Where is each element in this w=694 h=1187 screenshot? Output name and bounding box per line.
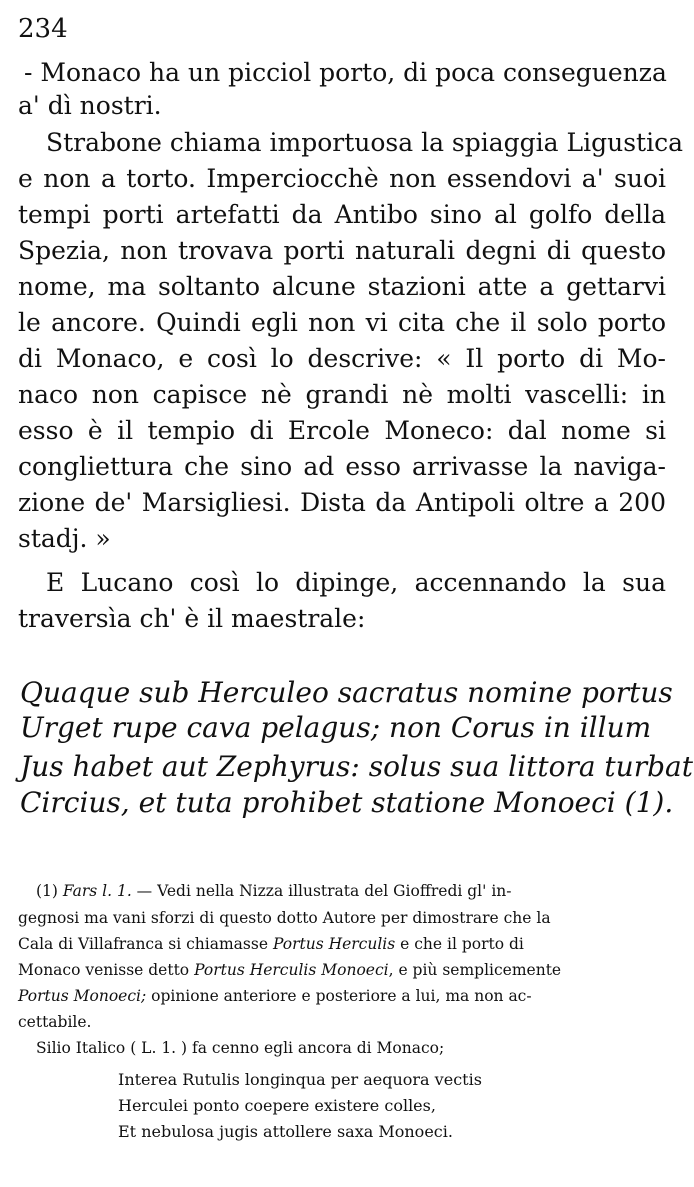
- body-line: tempi porti artefatti da Antibo sino al golfo della: [18, 200, 666, 229]
- footnote-line: (1) Fars l. 1. — Vedi nella Nizza illustrata del Gioffredi gl' in-: [36, 882, 512, 900]
- footnote-line: Portus Monoeci; opinione anteriore e posteriore a lui, ma non ac-: [18, 987, 532, 1005]
- footnote-line: Cala di Villafranca si chiamasse Portus Herculis e che il porto di: [18, 935, 524, 953]
- body-line: traversìa ch' è il maestrale:: [18, 604, 366, 633]
- footnote-verse: Et nebulosa jugis attollere saxa Monoeci.: [118, 1122, 453, 1141]
- footnote-line: cettabile.: [18, 1013, 92, 1031]
- body-line: esso è il tempio di Ercole Moneco: dal nome si: [18, 416, 666, 445]
- body-line: di Monaco, e così lo descrive: « Il porto di Mo-: [18, 344, 666, 373]
- body-line: - Monaco ha un picciol porto, di poca conseguenza: [24, 58, 667, 87]
- footnote-line: gegnosi ma vani sforzi di questo dotto Autore per dimostrare che la: [18, 909, 551, 927]
- footnote-line: Silio Italico ( L. 1. ) fa cenno egli ancora di Monaco;: [36, 1039, 445, 1057]
- footnote-marker: (1): [36, 882, 58, 900]
- verse-line: Circius, et tuta prohibet statione Monoeci (1).: [20, 786, 674, 819]
- body-line: zione de' Marsigliesi. Dista da Antipoli oltre a 200: [18, 488, 666, 517]
- footnote-verse: Interea Rutulis longinqua per aequora vectis: [118, 1070, 482, 1089]
- body-line: Spezia, non trovava porti naturali degni di questo: [18, 236, 666, 265]
- footnote-ref: Fars l. 1.: [62, 882, 132, 900]
- page-number: 234: [18, 14, 68, 44]
- body-line: a' dì nostri.: [18, 91, 162, 120]
- body-line: congliettura che sino ad esso arrivasse la naviga-: [18, 452, 666, 481]
- footnote-verse: Herculei ponto coepere existere colles,: [118, 1096, 436, 1115]
- body-line: E Lucano così lo dipinge, accennando la sua: [46, 568, 666, 597]
- verse-line: Urget rupe cava pelagus; non Corus in illum: [20, 711, 652, 744]
- verse-line: Quaque sub Herculeo sacratus nomine portus: [20, 676, 673, 709]
- body-line: le ancore. Quindi egli non vi cita che il solo porto: [18, 308, 666, 337]
- footnote-line: Monaco venisse detto Portus Herculis Monoeci, e più semplicemente: [18, 961, 562, 979]
- verse-line: Jus habet aut Zephyrus: solus sua littora turbat: [20, 750, 693, 783]
- body-line: stadj. »: [18, 524, 111, 553]
- body-line: e non a torto. Imperciocchè non essendovi a' suoi: [18, 164, 666, 193]
- body-line: Strabone chiama importuosa la spiaggia Ligustica: [46, 128, 683, 157]
- body-line: nome, ma soltanto alcune stazioni atte a gettarvi: [18, 272, 666, 301]
- body-line: naco non capisce nè grandi nè molti vascelli: in: [18, 380, 666, 409]
